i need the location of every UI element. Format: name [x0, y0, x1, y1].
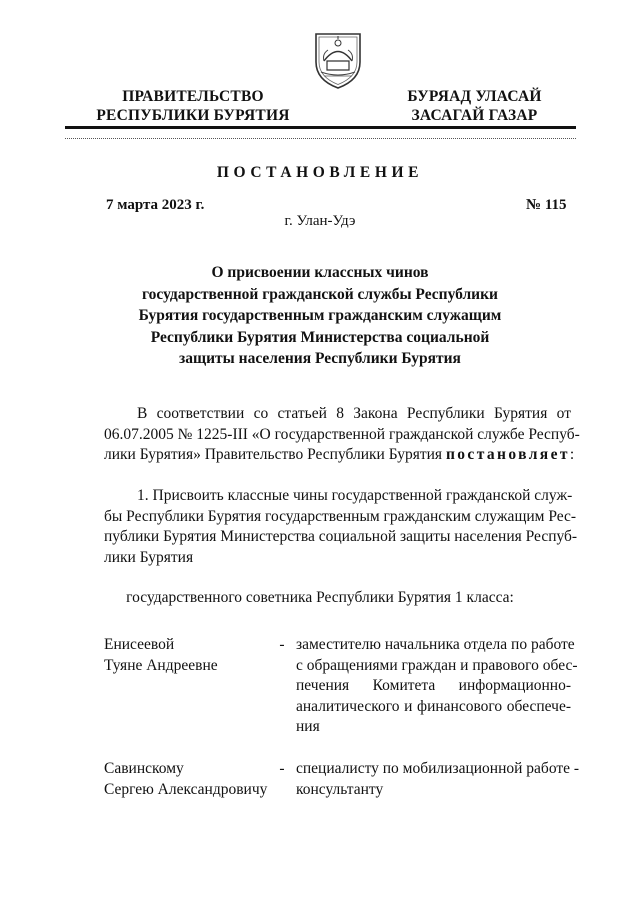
paragraph-line [104, 445, 575, 466]
position-line: консультанту [296, 780, 384, 798]
name-line: Енисеевой [104, 636, 175, 653]
entry-dash: - [279, 636, 285, 653]
subject-line: О присвоении классных чинов [211, 264, 429, 281]
document-city: г. Улан-Удэ [284, 213, 356, 229]
employee-name [104, 635, 274, 676]
subject-line: государственной гражданской службы Республики [142, 285, 498, 303]
paragraph-line: публики Бурятия Министерства социальной защиты населения Респуб- [104, 528, 578, 546]
employee-position [296, 759, 580, 800]
header-left-line-1: ПРАВИТЕЛЬСТВО [122, 88, 264, 105]
subject-line: Бурятия государственным гражданским служащим [138, 307, 502, 324]
paragraph-punct: : [569, 446, 575, 464]
employee-position [296, 635, 578, 738]
header-left-ru [88, 87, 298, 125]
paragraph-line: 06.07.2005 № 1225-III «О государственной гражданской службе Респуб- [104, 425, 580, 443]
clause-1-paragraph [104, 486, 578, 568]
document-number: № 115 [526, 197, 567, 213]
header-right-bua [392, 87, 557, 125]
subject-line: защиты населения Республики Бурятия [179, 350, 461, 367]
position-line: ния [296, 718, 320, 736]
position-line: печения Комитета информационно- [296, 677, 571, 695]
position-line: заместителю начальника отдела по работе [296, 636, 575, 653]
name-line: Сергею Александровичу [104, 780, 268, 798]
header-rule-thin [65, 138, 576, 139]
paragraph-line: В соответствии со статьей 8 Закона Республики Бурятия от [137, 405, 571, 422]
coat-of-arms-emblem [312, 28, 364, 90]
position-line: специалисту по мобилизационной работе - [296, 760, 580, 777]
name-line: Савинскому [104, 760, 184, 777]
employee-name [104, 759, 274, 800]
paragraph-line: бы Республики Бурятия государственным гражданским служащим Рес- [104, 507, 577, 525]
document-date: 7 марта 2023 г. [106, 197, 205, 213]
name-line: Туяне Андреевне [104, 656, 218, 674]
position-line: с обращениями граждан и правового обес- [296, 656, 578, 674]
position-line: аналитического и финансового обеспече- [296, 697, 571, 715]
paragraph-line: лики Бурятия [104, 548, 194, 566]
subject-line: Республики Бурятия Министерства социальной [150, 328, 490, 346]
resolves-word: постановляет [445, 446, 570, 464]
header-right-line-1: БУРЯАД УЛАСАЙ [407, 88, 542, 105]
document-title: ПОСТАНОВЛЕНИЕ [216, 164, 424, 181]
header-rule-thick [65, 126, 576, 129]
preamble-paragraph [104, 404, 580, 466]
entry-dash: - [279, 760, 285, 777]
paragraph-line: 1. Присвоить классные чины государственной гражданской служ- [137, 487, 573, 504]
paragraph-text: лики Бурятия» Правительство Республики Бурятия [104, 446, 446, 464]
header-left-line-2: РЕСПУБЛИКИ БУРЯТИЯ [96, 107, 290, 124]
rank-heading: государственного советника Республики Бурятия 1 класса: [126, 589, 514, 606]
header-right-line-2: ЗАСАГАЙ ГАЗАР [411, 107, 538, 124]
document-subject [120, 262, 520, 370]
